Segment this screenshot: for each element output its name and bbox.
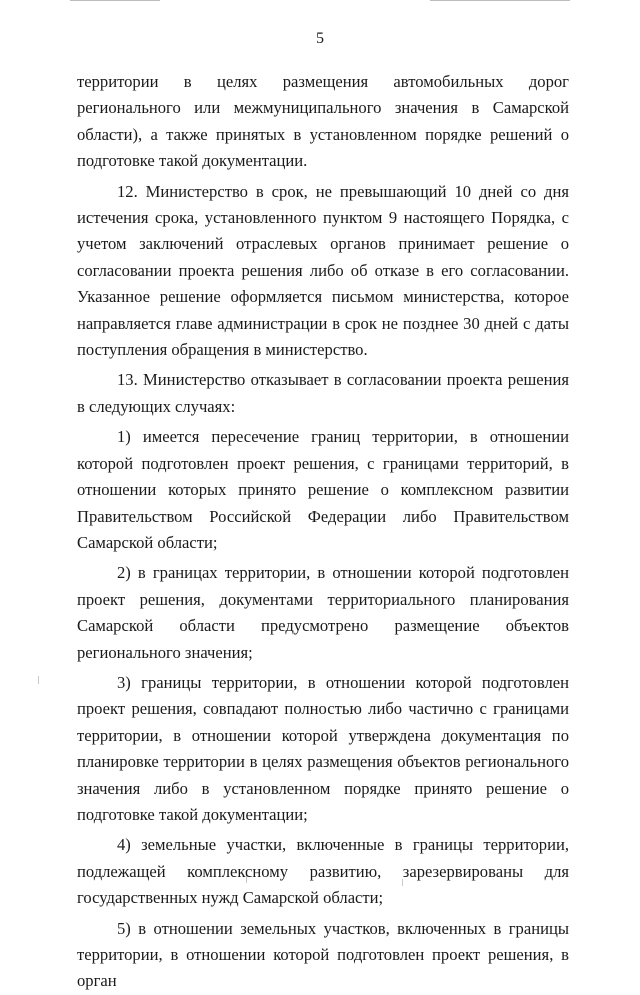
paragraph-subitem-1: 1) имеется пересечение границ территории, в отношении которой подготовлен проект решения, с границами территорий, в отношении которых принято решение о комплексном развитии Правительством Российской Федерации либо Правительством Самарской области; [77, 427, 569, 552]
paragraph-continuation: территории в целях размещения автомобильных дорог регионального или межмуниципального значения в Самарской области), а также принятых в установленном порядке решений о подготовке такой документации. [77, 72, 569, 171]
document-body [77, 69, 569, 995]
paragraph-item-12: 12. Министерство в срок, не превышающий 10 дней со дня истечения срока, установленного пунктом 9 настоящего Порядка, с учетом заключений отраслевых органов принимает решение о согласовании проекта решения либо об отказе в его согласовании. Указанное решение оформляется письмом министерства, которое направляется главе администрации в срок не позднее 30 дней с даты поступления обращения в министерство. [77, 181, 569, 360]
paragraph-subitem-5: 5) в отношении земельных участков, включенных в границы территории, в отношении которой подготовлен проект решения, в орган [77, 918, 569, 991]
scan-edge-line-right [430, 0, 570, 1]
scan-mark-left [38, 676, 39, 684]
paragraph-item-13: 13. Министерство отказывает в согласовании проекта решения в следующих случаях: [77, 370, 569, 416]
paragraph-subitem-3: 3) границы территории, в отношении которой подготовлен проект решения, совпадают полностью либо частично с границами территории, в отношении которой утверждена документация по планировке территории в целях размещения объектов регионального значения либо в установленном порядке принято решение о подготовке такой документации; [77, 672, 569, 824]
paragraph-subitem-4: 4) земельные участки, включенные в границы территории, подлежащей комплексному развитию, зарезервированы для государственных нужд Самарской области; [77, 835, 569, 908]
scan-edge-line-left [70, 0, 160, 1]
page-number: 5 [316, 30, 324, 47]
paragraph-subitem-2: 2) в границах территории, в отношении которой подготовлен проект решения, документами территориального планирования Самарской области предусмотрено размещение объектов регионального значения; [77, 563, 569, 662]
